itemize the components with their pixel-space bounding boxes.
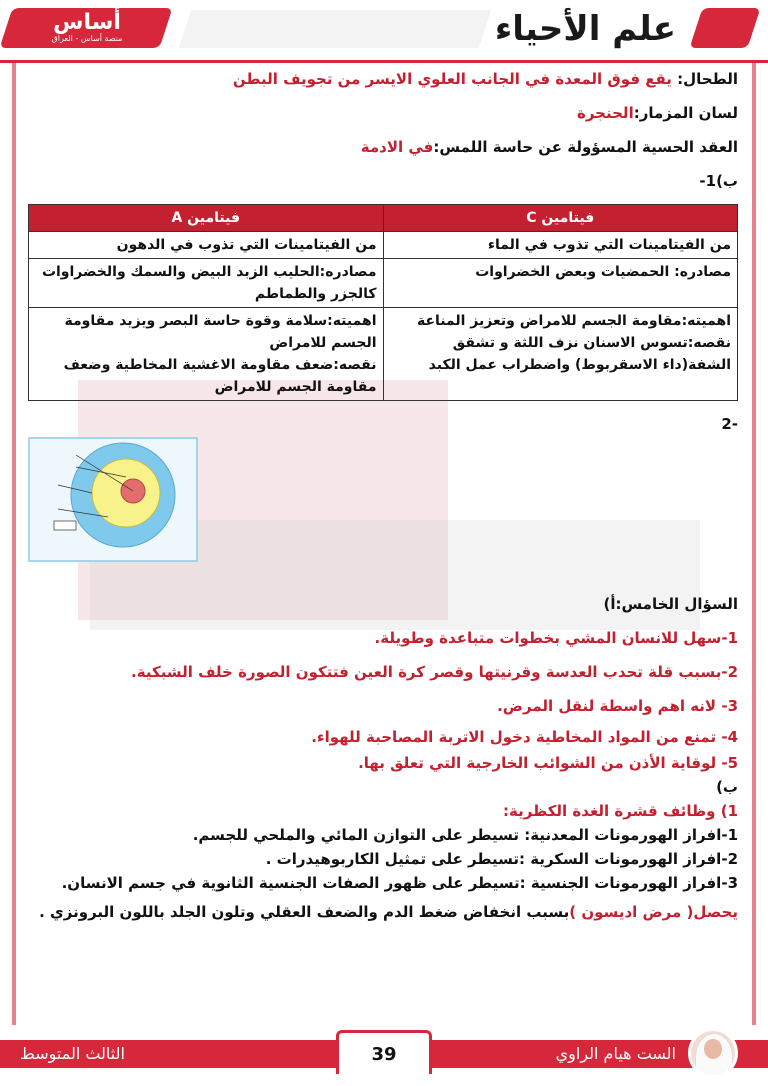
cell-a-deficiency-text: نقصه:ضعف مقاومة الاغشية المخاطية وضعف مقاومة الجسم للامراض	[63, 357, 377, 395]
question-2-label: -2	[721, 415, 738, 433]
answer-content	[28, 62, 738, 929]
cell-c-importance: اهميته:مقاومة الجسم للامراض وتعزيز المناعة نقصه:تسوس الاسنان نزف اللثة و تشقق الشفة(داء الاسقربوط) واضطراب عمل الكبد	[383, 308, 738, 401]
asas-logo	[22, 8, 152, 48]
grade-label: الثالث المتوسط	[20, 1044, 125, 1063]
vitamin-comparison-table	[28, 204, 738, 401]
page-header	[0, 0, 768, 63]
epiglottis-answer: الحنجرة	[577, 104, 634, 122]
spleen-line	[28, 62, 738, 96]
spleen-label: الطحال:	[671, 70, 738, 88]
addison-text: بسبب انخفاض ضغط الدم والضعف العقلي وتلون الجلد باللون البرونزي .	[39, 903, 570, 921]
avatar-face-shape	[704, 1039, 722, 1059]
adrenal-function-2: 2-افراز الهورمونات السكرية :تسيطر على تمثيل الكاربوهيدرات .	[265, 850, 738, 868]
cell-diagram	[28, 437, 198, 562]
section-b1-label: ب)1-	[699, 172, 738, 190]
cell-a-sources: مصادره:الحليب الزبد البيض والسمك والخضراوات كالجزر والطماطم	[29, 259, 384, 308]
table-row	[29, 259, 738, 308]
adrenal-function-3: 3-افراز الهورمونات الجنسية :تسيطر على ظهور الصفات الجنسية الثانوية في جسم الانسان.	[61, 874, 738, 892]
header-strip	[179, 10, 491, 48]
table-row	[29, 308, 738, 401]
logo-main-text: أساس	[53, 10, 121, 35]
adrenal-function-1: 1-افراز الهورمونات المعدنية: تسيطر على التوازن المائي والملحي للجسم.	[192, 826, 738, 844]
touch-nodes-line	[28, 130, 738, 164]
page-footer	[0, 1030, 768, 1086]
epiglottis-line	[28, 96, 738, 130]
answer-2: 2-بسبب قلة تحدب العدسة وقرنيتها وقصر كرة العين فتتكون الصورة خلف الشبكية.	[131, 663, 738, 681]
page-title: علم الأحياء	[494, 9, 676, 49]
table-row	[29, 232, 738, 259]
teacher-avatar	[688, 1028, 738, 1078]
touch-nodes-answer: في الادمة	[360, 138, 434, 156]
epiglottis-label: لسان المزمار:	[633, 104, 738, 122]
page-number: 39	[336, 1030, 432, 1074]
spleen-answer: يقع فوق المعدة في الجانب العلوي الايسر من تجويف البطن	[232, 70, 672, 88]
logo-sub-text: منصة أساس - العراق	[51, 34, 123, 43]
answer-1: 1-سهل للانسان المشي بخطوات متباعدة وطويلة.	[374, 629, 738, 647]
cell-c-sources: مصادره: الحمضيات وبعض الخضراوات	[383, 259, 738, 308]
teacher-name: الست هيام الراوي	[555, 1044, 676, 1063]
cell-c-solubility: من الفيتامينات التي تذوب في الماء	[383, 232, 738, 259]
header-vitamin-c: فيتامين C	[383, 205, 738, 232]
answer-4: 4- تمنع من المواد المخاطية دخول الاتربة المصاحبة للهواء.	[311, 728, 738, 746]
answer-3: 3- لانه اهم واسطة لنقل المرض.	[497, 697, 738, 715]
addison-line	[28, 895, 738, 929]
cell-a-importance	[29, 308, 384, 401]
table-header-row	[29, 205, 738, 232]
answer-5: 5- لوقاية الأذن من الشوائب الخارجية التي تعلق بها.	[358, 754, 738, 772]
touch-nodes-label: العقد الحسية المسؤولة عن حاسة اللمس:	[433, 138, 738, 156]
header-vitamin-a: فيتامين A	[29, 205, 384, 232]
question-5-title: السؤال الخامس:أ)	[603, 595, 738, 613]
question-2-row	[28, 407, 738, 587]
header-accent-right	[690, 8, 761, 48]
addison-label: يحصل( مرض اديسون )	[569, 903, 738, 921]
adrenal-cortex-title: 1) وظائف قشرة الغدة الكظرية:	[503, 802, 738, 820]
cell-a-solubility: من الفيتامينات التي تذوب في الدهون	[29, 232, 384, 259]
section-b-label: ب)	[716, 778, 738, 796]
cell-diagram-image	[28, 437, 198, 562]
cell-a-importance-text: اهميته:سلامة وقوة حاسة البصر ويزيد مقاومة الجسم للامراض	[64, 313, 377, 351]
